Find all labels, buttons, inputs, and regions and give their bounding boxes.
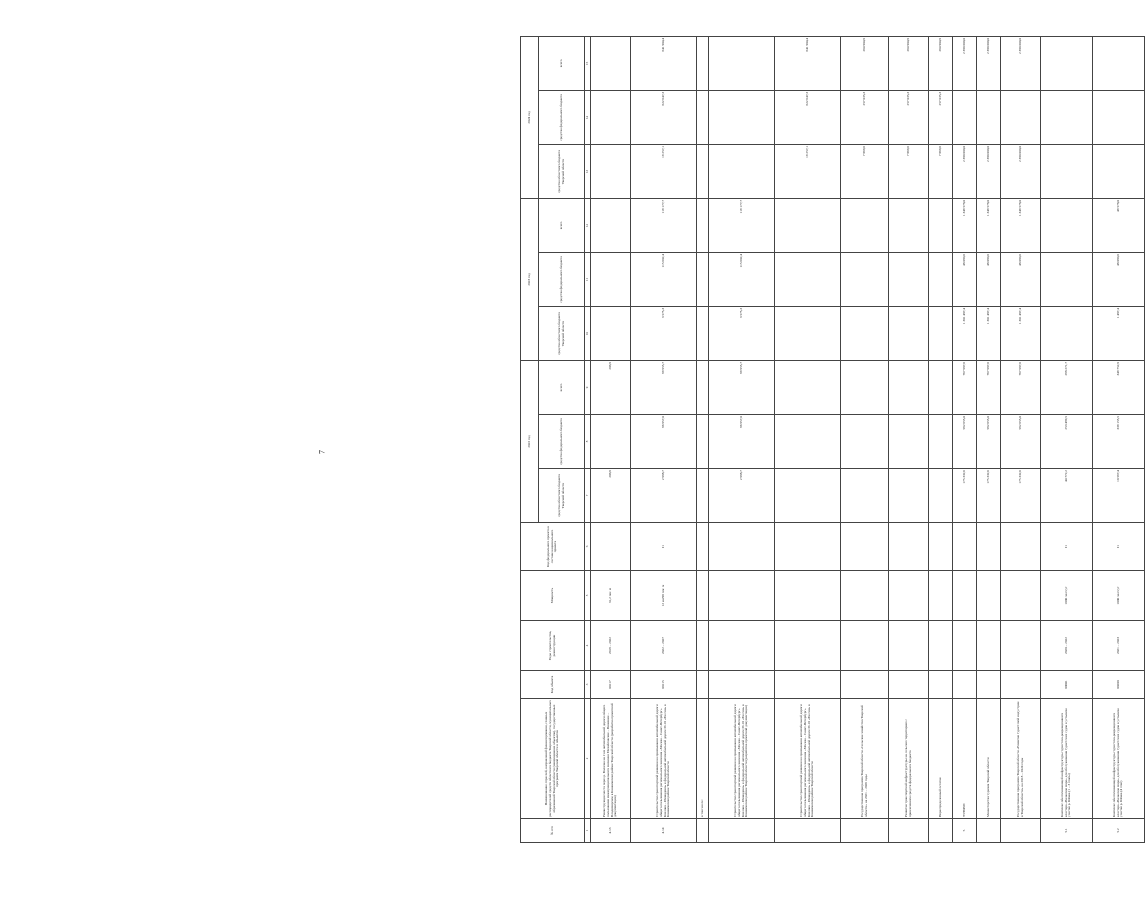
- table-cell-name: Государственная программа Тверской области «Сельское хозяйство Тверской области» на 2021 – 2026 годы: [841, 699, 889, 819]
- table-cell-cap: [841, 571, 889, 621]
- table-cell-t23: 1 349 578,0: [977, 198, 1001, 252]
- column-number: 8: [585, 415, 591, 469]
- table-cell-t23: [775, 198, 841, 252]
- table-cell-name: Строительство транспортной развязки на примыкании автомобильной дороги общего пользования регионального значения «Москва – Санкт-Петербург» Козлово – Изоводово» к федеральной автомобильной дороге М-10 «Россия» в Конаковском районе Тверской области: [775, 699, 841, 819]
- table-cell-years: [889, 621, 929, 671]
- table-cell-t23: [929, 198, 953, 252]
- table-cell-t24: 264 904,9: [841, 36, 889, 90]
- column-number: 7: [585, 469, 591, 523]
- table-cell-r24: 7 869,6: [929, 144, 953, 198]
- table-cell-f24: [1001, 90, 1041, 144]
- table-cell-f24: [1093, 90, 1145, 144]
- table-cell-cap: [709, 571, 775, 621]
- table-cell-t22: 767 987,6: [953, 360, 977, 414]
- table-cell-no: [1001, 819, 1041, 843]
- table-cell-years: 2021 – 2023: [1093, 621, 1145, 671]
- table-cell-f23: 48 090,6: [1093, 252, 1145, 306]
- table-row: [709, 36, 775, 842]
- table-cell-t22: [889, 360, 929, 414]
- table-cell-t22: 298 271,7: [1041, 360, 1093, 414]
- header-years: Годы строительства, реконструкции: [521, 621, 585, 671]
- table-cell-r22: 44 772,2: [1041, 469, 1093, 523]
- table-cell-fed: [841, 523, 889, 571]
- table-cell-t22: [775, 360, 841, 414]
- table-cell-t23: 119 177,7: [709, 198, 775, 252]
- table-cell-r24: 19 257,1: [775, 144, 841, 198]
- table-cell-cap: 1000 чел/сут: [1093, 571, 1145, 621]
- table-cell-f22: 592 655,0: [977, 415, 1001, 469]
- table-cell-no: 5: [953, 819, 977, 843]
- table-cell-no: [889, 819, 929, 843]
- table-cell-f24: [1041, 90, 1093, 144]
- table-cell-f23: [1041, 252, 1093, 306]
- table-cell-r22: [841, 469, 889, 523]
- table-cell-name: Комплекс обеспечивающей инфраструктуры туристско-рекреационного кластера «Волжское море» для обслуживания туристских судов в устьевом участке р. Шоша (1 – 3 этапы): [1041, 699, 1093, 819]
- table-cell-fed: [591, 523, 631, 571]
- table-cell-t22: 349 752,9: [1093, 360, 1145, 414]
- table-cell-r23: 1 301 487,4: [1001, 306, 1041, 360]
- table-cell-f23: [775, 252, 841, 306]
- header-capacity: Мощность: [521, 571, 585, 621]
- table-cell-r22: 206,9: [591, 469, 631, 523]
- table-row: [775, 36, 841, 842]
- table-cell-f22: [775, 415, 841, 469]
- table-cell-name: Государственная программа Тверской области «Развитие туристской индустрии в Тверской области» на 2018 – 2024 годы: [1001, 699, 1041, 819]
- table-cell-r24: [709, 144, 775, 198]
- table-cell-r22: 175 332,6: [1001, 469, 1041, 523]
- table-cell-r23: [591, 306, 631, 360]
- table-cell-fed: [709, 523, 775, 571]
- table-cell-f23: 48 090,6: [953, 252, 977, 306]
- column-number: 15: [585, 36, 591, 90]
- table-cell-name: Строительство транспортной развязки на примыкании автомобильной дороги общего пользования регионального значения «Москва – Санкт-Петербург» Козлово – Изоводово» к федеральной автомобильной дороге М-10 «Россия» в Конаковском районе Тверской области (разработка проектной документации): [709, 699, 775, 819]
- table-cell-cap: 12 км/96 пог. м: [631, 571, 697, 621]
- table-row: [977, 36, 1001, 842]
- table-cell-r22: [775, 469, 841, 523]
- table-cell-r23: [889, 306, 929, 360]
- table-cell-f23: [929, 252, 953, 306]
- table-cell-no: [977, 819, 1001, 843]
- table-row: [841, 36, 889, 842]
- table-cell-cap: [953, 571, 977, 621]
- table-cell-r22: 175 332,6: [977, 469, 1001, 523]
- header-federal-2022: средства федерального бюджета: [539, 415, 585, 469]
- table-cell-t23: 119 177,7: [631, 198, 697, 252]
- header-fedcode: Код федерального проекта в составе национального проекта: [521, 523, 585, 571]
- table-cell-t23: [1041, 198, 1093, 252]
- table-cell-r22: 10 597,4: [1093, 469, 1145, 523]
- table-cell-name: Комплекс обеспечивающей инфраструктуры туристско-рекреационного кластера «Волжское море» для обслуживания туристских судов в устьевом участке р. Шоша (4 этап): [1093, 699, 1145, 819]
- table-cell-years: [775, 621, 841, 671]
- table-cell-no: [841, 819, 889, 843]
- table-cell-f22: [841, 415, 889, 469]
- table-cell-code: [929, 671, 953, 699]
- table-row: [889, 36, 929, 842]
- table-cell-f23: 48 090,6: [977, 252, 1001, 306]
- table-cell-t22: 206,9: [591, 360, 631, 414]
- header-code: Код объекта: [521, 671, 585, 699]
- table-cell-cap: 1000 чел/сут: [1041, 571, 1093, 621]
- table-row: [697, 36, 709, 842]
- table-cell-cap: [697, 571, 709, 621]
- table-cell-years: [841, 621, 889, 671]
- table-cell-t22: [697, 360, 709, 414]
- table-row: [953, 36, 977, 842]
- header-2024: 2024 год: [521, 36, 539, 198]
- table-cell-years: [1001, 621, 1041, 671]
- column-number: 12: [585, 198, 591, 252]
- table-cell-r24: 7 869,6: [889, 144, 929, 198]
- table-cell-code: [889, 671, 929, 699]
- table-cell-t24: 2 380 000,0: [1001, 36, 1041, 90]
- table-row: [591, 36, 631, 842]
- table-cell-cap: [977, 571, 1001, 621]
- table-cell-no: [697, 819, 709, 843]
- table-cell-f24: 622 647,3: [775, 90, 841, 144]
- table-cell-r23: 3 575,3: [631, 306, 697, 360]
- table-cell-r24: 2 380 000,0: [977, 144, 1001, 198]
- header-total-2022: всего: [539, 360, 585, 414]
- table-cell-years: 2019 – 2022: [591, 621, 631, 671]
- table-cell-t23: [841, 198, 889, 252]
- header-2023: 2023 год: [521, 198, 539, 360]
- table-cell-r22: 2 998,7: [631, 469, 697, 523]
- investment-table: [520, 36, 1145, 843]
- table-cell-no: 4.14: [631, 819, 697, 843]
- table-cell-r24: 19 257,1: [631, 144, 697, 198]
- table-cell-name: Министерство туризма Тверской области: [977, 699, 1001, 819]
- table-cell-t23: 1 349 578,0: [953, 198, 977, 252]
- table-cell-cap: 31,2 пог. м: [591, 571, 631, 621]
- table-cell-t23: 1 349 578,0: [1001, 198, 1041, 252]
- table-cell-r23: [841, 306, 889, 360]
- header-federal-2024: средства федерального бюджета: [539, 90, 585, 144]
- table-cell-t24: 264 904,9: [929, 36, 953, 90]
- table-cell-f23: [889, 252, 929, 306]
- table-cell-r23: 3 575,3: [709, 306, 775, 360]
- table-cell-f22: 339 155,5: [1093, 415, 1145, 469]
- table-cell-fed: [977, 523, 1001, 571]
- header-total-2023: всего: [539, 198, 585, 252]
- table-cell-code: 00001: [1041, 671, 1093, 699]
- table-cell-r23: [1041, 306, 1093, 360]
- table-cell-r23: [929, 306, 953, 360]
- table-cell-fed: [1001, 523, 1041, 571]
- table-cell-r24: 7 869,6: [841, 144, 889, 198]
- table-row: [1041, 36, 1093, 842]
- table-cell-r23: [775, 306, 841, 360]
- column-number: 6: [585, 523, 591, 571]
- table-cell-no: [929, 819, 953, 843]
- table-cell-t23: [889, 198, 929, 252]
- column-number: 9: [585, 360, 591, 414]
- table-cell-t23: [697, 198, 709, 252]
- column-number: 2: [585, 699, 591, 819]
- table-cell-code: [709, 671, 775, 699]
- table-cell-t24: 641 904,4: [775, 36, 841, 90]
- table-cell-f24: [591, 90, 631, 144]
- table-row: [929, 36, 953, 842]
- table-cell-name: в том числе:: [697, 699, 709, 819]
- table-cell-f24: [697, 90, 709, 144]
- table-cell-t22: 99 955,7: [631, 360, 697, 414]
- table-cell-t24: [1041, 36, 1093, 90]
- table-cell-r23: 1 301 487,4: [953, 306, 977, 360]
- header-2022: 2022 год: [521, 360, 539, 522]
- table-row: [1093, 36, 1145, 842]
- table-cell-f24: [709, 90, 775, 144]
- table-cell-f22: 96 957,0: [631, 415, 697, 469]
- table-cell-t24: [709, 36, 775, 90]
- table-cell-cap: [775, 571, 841, 621]
- table-cell-code: [841, 671, 889, 699]
- table-cell-r24: [591, 144, 631, 198]
- table-cell-fed: [953, 523, 977, 571]
- table-cell-f22: 592 655,0: [953, 415, 977, 469]
- table-cell-t24: 264 904,9: [889, 36, 929, 90]
- page-number: 7: [317, 450, 327, 454]
- header-federal-2023: средства федерального бюджета: [539, 252, 585, 306]
- table-cell-r22: [929, 469, 953, 523]
- table-cell-f24: 257 035,3: [841, 90, 889, 144]
- header-regional-2022: средства областного бюджета Тверской области: [539, 469, 585, 523]
- column-number: 5: [585, 571, 591, 621]
- table-cell-f22: [889, 415, 929, 469]
- table-cell-years: [953, 621, 977, 671]
- table-row: [631, 36, 697, 842]
- table-cell-fed: [775, 523, 841, 571]
- header-regional-2023: средства областного бюджета Тверской области: [539, 306, 585, 360]
- table-cell-years: [709, 621, 775, 671]
- table-cell-no: 4.13: [591, 819, 631, 843]
- table-cell-fed: [889, 523, 929, 571]
- table-cell-years: 2022 – 2027: [631, 621, 697, 671]
- column-number: 1: [585, 819, 591, 843]
- table-cell-f24: 622 647,3: [631, 90, 697, 144]
- table-cell-f22: 592 655,0: [1001, 415, 1041, 469]
- table-cell-r23: 1 301 487,4: [977, 306, 1001, 360]
- table-cell-r24: [1041, 144, 1093, 198]
- table-cell-r24: [697, 144, 709, 198]
- column-number: 13: [585, 144, 591, 198]
- table-cell-f23: 48 090,6: [1001, 252, 1041, 306]
- table-cell-fed: [697, 523, 709, 571]
- header-no: № п/п: [521, 819, 585, 843]
- table-cell-code: [697, 671, 709, 699]
- table-cell-t23: 49 578,0: [1093, 198, 1145, 252]
- table-row: [1001, 36, 1041, 842]
- table-cell-f24: [977, 90, 1001, 144]
- table-cell-fed: I1: [1093, 523, 1145, 571]
- table-cell-f24: 257 035,3: [889, 90, 929, 144]
- table-cell-no: 5.2: [1093, 819, 1145, 843]
- table-cell-cap: [929, 571, 953, 621]
- table-cell-name: Нераспределенный остаток: [929, 699, 953, 819]
- table-cell-t24: 641 904,4: [631, 36, 697, 90]
- table-cell-fed: I1: [1041, 523, 1093, 571]
- table-cell-t22: 767 987,6: [977, 360, 1001, 414]
- header-name: Наименование отраслей, направлений финансирования, главных распорядителей средств областного бюджета Тверской области, муниципальных образований Тверской области (наименование объектов), государственных программ Тверской области и объектов: [521, 699, 585, 819]
- table-cell-years: [929, 621, 953, 671]
- table-cell-fed: I1: [631, 523, 697, 571]
- table-cell-f23: [697, 252, 709, 306]
- table-cell-t24: 2 380 000,0: [977, 36, 1001, 90]
- column-number: 4: [585, 621, 591, 671]
- table-cell-t22: [929, 360, 953, 414]
- table-cell-name: Реконструкция моста через р. Волочка на 2 км автомобильной дороги общего пользования межмуниципального значения Михайловское – Вишенки – Владимирское в Конаковском районе Тверской области (разработка проектной документации): [591, 699, 631, 819]
- table-cell-r23: 1 487,4: [1093, 306, 1145, 360]
- table-cell-years: 2020 – 2022: [1041, 621, 1093, 671]
- table-cell-f23: [841, 252, 889, 306]
- table-cell-code: 00200: [1093, 671, 1145, 699]
- table-cell-t24: [591, 36, 631, 90]
- table-cell-cap: [1001, 571, 1041, 621]
- table-cell-f22: [929, 415, 953, 469]
- table-cell-t22: 99 955,7: [709, 360, 775, 414]
- header-row-1: [521, 36, 539, 842]
- column-number: 14: [585, 90, 591, 144]
- table-cell-years: [697, 621, 709, 671]
- column-number: 11: [585, 252, 591, 306]
- table-cell-cap: [889, 571, 929, 621]
- table-cell-r24: [1093, 144, 1145, 198]
- table-cell-name: Развитие транспортной инфраструктуры на сельских территориях с привлечением средств федерального бюджета: [889, 699, 929, 819]
- table-cell-t24: 2 380 000,0: [953, 36, 977, 90]
- table-cell-t24: [697, 36, 709, 90]
- table-cell-code: [1001, 671, 1041, 699]
- table-cell-r23: [697, 306, 709, 360]
- column-number: 3: [585, 671, 591, 699]
- table-cell-code: [775, 671, 841, 699]
- header-total-2024: всего: [539, 36, 585, 90]
- table-cell-t23: [591, 198, 631, 252]
- table-cell-r22: 2 998,7: [709, 469, 775, 523]
- table-cell-code: 00117: [591, 671, 631, 699]
- table-cell-code: [953, 671, 977, 699]
- table-cell-f23: 115 602,4: [709, 252, 775, 306]
- column-number: 10: [585, 306, 591, 360]
- table-cell-t24: [1093, 36, 1145, 90]
- table-cell-code: [977, 671, 1001, 699]
- table-cell-t22: 767 987,6: [1001, 360, 1041, 414]
- table-cell-f22: [697, 415, 709, 469]
- table-cell-code: 00115: [631, 671, 697, 699]
- table-cell-r22: [697, 469, 709, 523]
- table-cell-r24: 2 380 000,0: [1001, 144, 1041, 198]
- table-cell-no: 5.1: [1041, 819, 1093, 843]
- table-cell-fed: [929, 523, 953, 571]
- table-cell-no: [775, 819, 841, 843]
- table-cell-name: Строительство транспортной развязки на примыкании автомобильной дороги общего пользования регионального значения «Москва – Санкт-Петербург» Козлово – Изоводово» к федеральной автомобильной дороге М-10 «Россия» в Конаковском районе Тверской области: [631, 699, 697, 819]
- table-cell-years: [977, 621, 1001, 671]
- table-cell-t22: [841, 360, 889, 414]
- header-regional-2024: средства областного бюджета Тверской области: [539, 144, 585, 198]
- table-cell-f23: 115 602,4: [631, 252, 697, 306]
- table-cell-no: [709, 819, 775, 843]
- table-cell-f22: 253 499,5: [1041, 415, 1093, 469]
- table-cell-f23: [591, 252, 631, 306]
- table-cell-f22: 96 957,0: [709, 415, 775, 469]
- table-cell-f24: [953, 90, 977, 144]
- table-cell-f24: 257 035,3: [929, 90, 953, 144]
- table-cell-r22: [889, 469, 929, 523]
- table-cell-r24: 2 380 000,0: [953, 144, 977, 198]
- table-cell-name: ТУРИЗМ: [953, 699, 977, 819]
- table-cell-f22: [591, 415, 631, 469]
- table-cell-r22: 175 332,6: [953, 469, 977, 523]
